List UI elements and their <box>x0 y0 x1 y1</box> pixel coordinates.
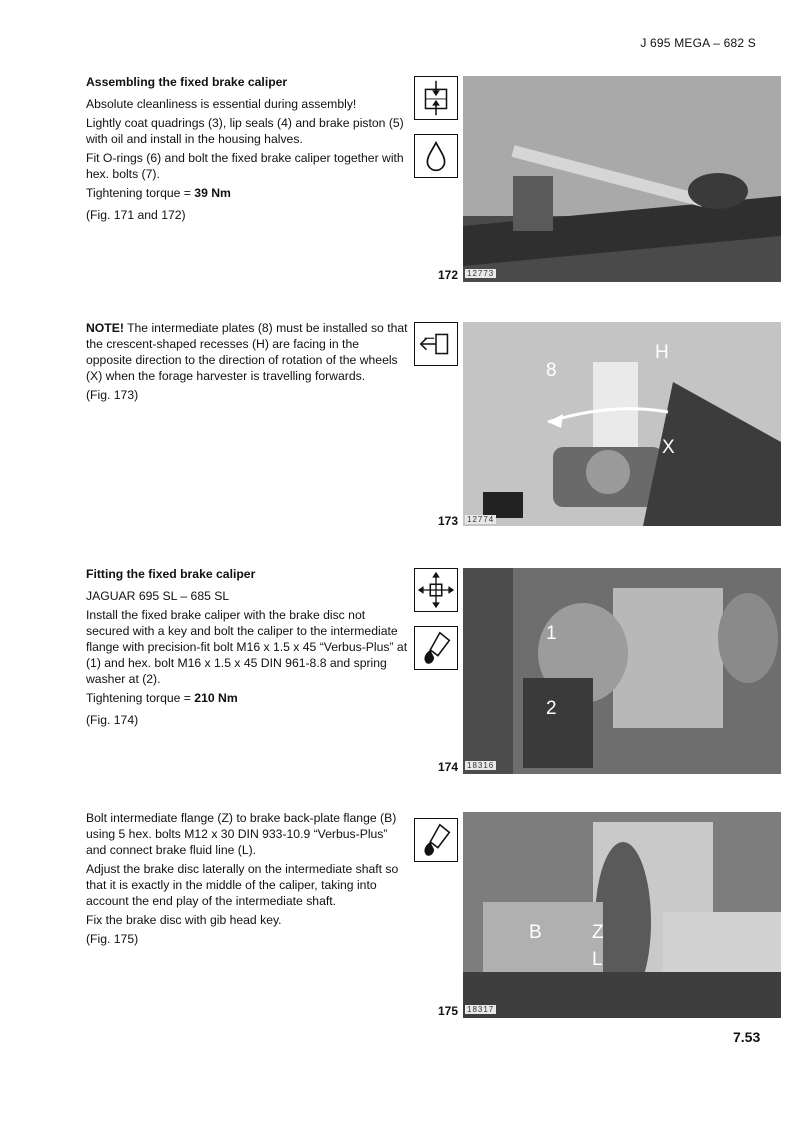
section-title: Assembling the fixed brake caliper <box>86 75 288 89</box>
torque-value: 210 Nm <box>194 691 238 705</box>
callout-label: X <box>662 437 675 458</box>
paragraph: Fit O-rings (6) and bolt the fixed brake caliper together with hex. bolts (7). <box>86 151 404 181</box>
figure-reference: (Fig. 173) <box>86 388 139 402</box>
torque-value: 39 Nm <box>194 186 231 200</box>
note-label: NOTE! <box>86 321 124 335</box>
figure-reference: (Fig. 175) <box>86 932 139 946</box>
figure-code: 12774 <box>467 515 495 524</box>
note-paragraph <box>86 320 408 384</box>
paragraph: Lightly coat quadrings (3), lip seals (4) and brake piston (5) with oil and install in the housing halves. <box>86 116 404 146</box>
figure-number: 175 <box>437 1004 458 1018</box>
figure-number: 172 <box>437 268 458 282</box>
section-title: Fitting the fixed brake caliper <box>86 567 256 581</box>
lubricant-tube-icon <box>414 818 458 862</box>
page-header: J 695 MEGA – 682 S <box>640 36 756 50</box>
callout-label: 1 <box>546 623 557 644</box>
direction-arrow-icon <box>414 322 458 366</box>
torque-label: Tightening torque = <box>86 691 195 705</box>
figure-reference: (Fig. 174) <box>86 713 139 727</box>
figure-code: 18316 <box>467 761 495 770</box>
figure-172-photo <box>463 76 781 282</box>
press-fit-icon <box>414 76 458 120</box>
callout-label: 2 <box>546 698 557 719</box>
section-note <box>86 320 408 406</box>
figure-173-photo <box>463 322 781 526</box>
oil-drop-icon <box>414 134 458 178</box>
paragraph: Install the fixed brake caliper with the brake disc not secured with a key and bolt the caliper to the intermediate flange with precision-fit bolt M16 x 1.5 x 45 “Verbus-Plus” at (1) and hex. bolt M16 x 1.5 x 45 DIN 961-8.8 and spring washer at (2). <box>86 608 408 686</box>
figure-number: 174 <box>437 760 458 774</box>
section-assembling-caliper <box>86 74 408 226</box>
figure-reference: (Fig. 171 and 172) <box>86 208 186 222</box>
paragraph: Fix the brake disc with gib head key. <box>86 913 282 927</box>
paragraph: Bolt intermediate flange (Z) to brake back-plate flange (B) using 5 hex. bolts M12 x 30 DIN 933-10.9 “Verbus-Plus” and connect brake fluid line (L). <box>86 811 397 857</box>
page-number-text: 7.53 <box>733 1029 761 1045</box>
torque-label: Tightening torque = <box>86 186 195 200</box>
torque-line <box>86 690 408 706</box>
torque-line <box>86 185 408 201</box>
callout-label: 8 <box>546 360 557 381</box>
page-number <box>733 1029 760 1045</box>
figure-174-photo <box>463 568 781 774</box>
lubricant-tube-icon <box>414 626 458 670</box>
paragraph: Adjust the brake disc laterally on the intermediate shaft so that it is exactly in the middle of the caliper, taking into account the end play of the intermediate shaft. <box>86 862 399 908</box>
section-fitting-caliper <box>86 566 408 731</box>
callout-label: H <box>655 342 669 363</box>
callout-label: B <box>529 922 542 943</box>
note-text: The intermediate plates (8) must be installed so that the crescent-shaped recesses (H) are facing in the opposite direction to the direction of rotation of the wheels (X) when the forage harvester is travelling forwards. <box>86 321 408 383</box>
figure-175-photo <box>463 812 781 1018</box>
figure-number: 173 <box>437 514 458 528</box>
figure-code: 18317 <box>467 1005 495 1014</box>
callout-label: Z <box>592 922 604 943</box>
callout-label: L <box>592 949 603 970</box>
section-intermediate-flange <box>86 810 408 950</box>
model-line: JAGUAR 695 SL – 685 SL <box>86 589 230 603</box>
paragraph: Absolute cleanliness is essential during assembly! <box>86 97 357 111</box>
figure-code: 12773 <box>467 269 495 278</box>
alignment-cross-icon <box>414 568 458 612</box>
